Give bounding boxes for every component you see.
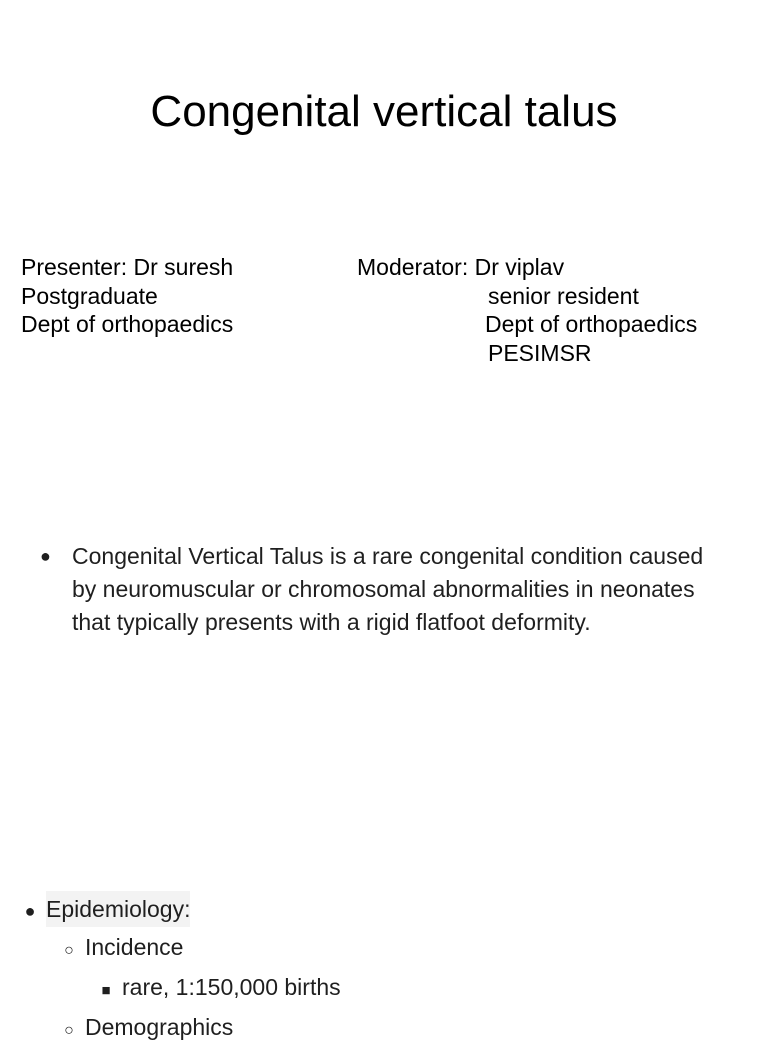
intro-bullet-list bbox=[40, 540, 730, 639]
list-item bbox=[14, 1009, 341, 1049]
incidence-label: Incidence bbox=[85, 934, 184, 960]
presenter-dept: Dept of orthopaedics bbox=[21, 311, 234, 337]
epidemiology-heading: Epidemiology: bbox=[46, 891, 190, 927]
epidemiology-list bbox=[14, 891, 341, 1049]
square-bullet-icon: ■ bbox=[101, 982, 111, 999]
bullet-icon: ● bbox=[40, 546, 51, 566]
demographics-label: Demographics bbox=[85, 1014, 234, 1040]
hollow-bullet-icon: ○ bbox=[64, 942, 74, 959]
list-item bbox=[14, 929, 341, 969]
moderator-name: Moderator: Dr viplav bbox=[357, 254, 565, 280]
slide-title: Congenital vertical talus bbox=[150, 87, 618, 136]
moderator-info bbox=[357, 253, 697, 367]
list-item bbox=[40, 540, 730, 639]
list-item bbox=[14, 969, 341, 1009]
moderator-role: senior resident bbox=[488, 282, 639, 309]
hollow-bullet-icon: ○ bbox=[64, 1022, 74, 1039]
incidence-value: rare, 1:150,000 births bbox=[122, 974, 341, 1000]
presenter-role: Postgraduate bbox=[21, 282, 158, 309]
moderator-dept: Dept of orthopaedics bbox=[485, 311, 698, 337]
moderator-institution: PESIMSR bbox=[488, 339, 592, 366]
list-item bbox=[14, 891, 341, 929]
presenter-info bbox=[21, 253, 233, 339]
bullet-icon: ● bbox=[24, 901, 36, 921]
presenter-name: Presenter: Dr suresh bbox=[21, 254, 234, 280]
intro-text: Congenital Vertical Talus is a rare congenital condition caused by neuromuscular or chromosomal abnormalities in neonates that typically presents with a rigid flatfoot deformity. bbox=[72, 543, 704, 635]
